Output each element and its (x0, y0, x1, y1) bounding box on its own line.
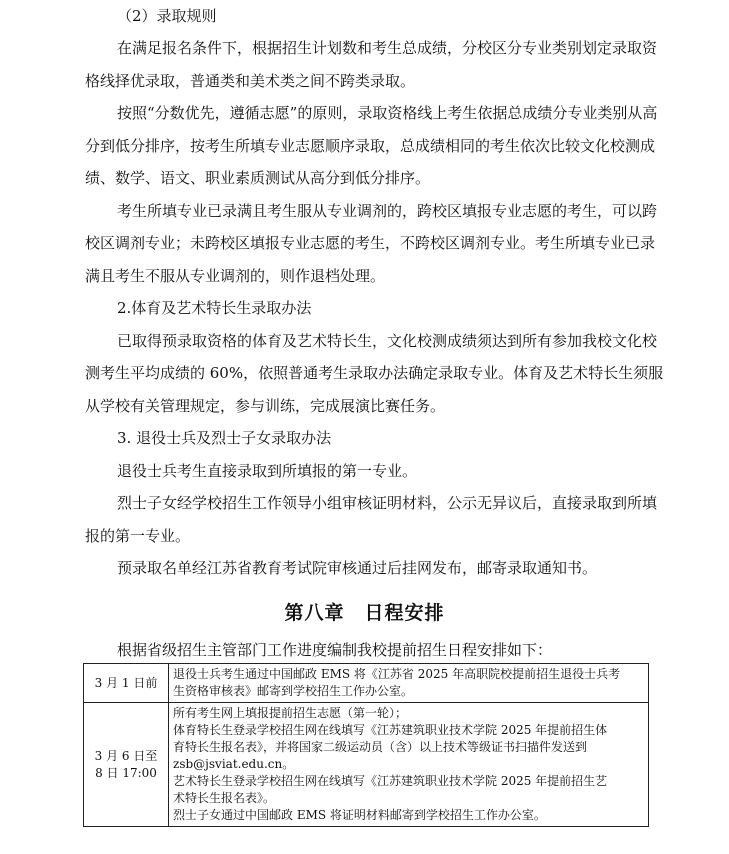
paragraph-line: 测考生平均成绩的 60%，依照普通考生录取办法确定录取专业。体育及艺术特长生须服 (85, 364, 664, 382)
date-line: 8 日 17:00 (95, 765, 157, 780)
detail-line: 生资格审核表》邮寄到学校招生工作办公室。 (173, 684, 414, 698)
table-row (84, 664, 649, 703)
detail-cell (169, 703, 649, 827)
paragraph-line: 格线择优录取，普通类和美术类之间不跨类录取。 (85, 72, 416, 90)
detail-line: zsb@jsviat.edu.cn。 (173, 757, 295, 771)
paragraph-line: 考生所填专业已录满且考生服从专业调剂的，跨校区填报专业志愿的考生，可以跨 (117, 202, 658, 220)
detail-cell (169, 664, 649, 703)
paragraph-line: 按照“分数优先，遵循志愿”的原则，录取资格线上考生依据总成绩分专业类别从高 (117, 104, 658, 122)
paragraph-line: 从学校有关管理规定，参与训练，完成展演比赛任务。 (85, 397, 446, 415)
table-row (84, 703, 649, 827)
detail-line: 术特长生报名表》。 (173, 791, 276, 805)
date-cell (84, 703, 169, 827)
detail-line: 体育特长生登录学校招生网在线填写《江苏建筑职业技术学院 2025 年提前招生体 (173, 723, 608, 737)
detail-line: 所有考生网上填报提前招生志愿（第一轮）； (173, 706, 408, 720)
date-line: 3 月 6 日至 (94, 748, 158, 763)
chapter-title: 第八章 日程安排 (284, 602, 445, 624)
detail-line: 退役士兵考生通过中国邮政 EMS 将《江苏省 2025 年高职院校提前招生退役士兵考 (173, 667, 621, 681)
paragraph-line: 在满足报名条件下，根据招生计划数和考生总成绩，分校区分专业类别划定录取资 (117, 39, 658, 57)
detail-line: 育特长生报名表》，并将国家二级运动员（含）以上技术等级证书扫描件发送到 (173, 740, 588, 754)
date-cell: 3 月 1 日前 (84, 664, 169, 703)
paragraph-line: 报的第一专业。 (85, 527, 191, 545)
paragraph-line: 满且考生不服从专业调剂的，则作退档处理。 (85, 267, 386, 285)
paragraph-line: 已取得预录取资格的体育及艺术特长生，文化校测成绩须达到所有参加我校文化校 (117, 332, 658, 350)
section-heading: （2）录取规则 (117, 7, 217, 25)
paragraph-line: 预录取名单经江苏省教育考试院审核通过后挂网发布，邮寄录取通知书。 (117, 559, 598, 577)
paragraph-line: 绩、数学、语文、职业素质测试从高分到低分排序。 (85, 169, 431, 187)
detail-line: 艺术特长生登录学校招生网在线填写《江苏建筑职业技术学院 2025 年提前招生艺 (173, 774, 608, 788)
paragraph-line: 校区调剂专业；未跨校区填报专业志愿的考生，不跨校区调剂专业。考生所填专业已录 (85, 234, 656, 252)
section-heading: 2.体育及艺术特长生录取办法 (117, 299, 312, 317)
schedule-table (83, 663, 649, 827)
detail-line: 烈士子女通过中国邮政 EMS 将证明材料邮寄到学校招生工作办公室。 (173, 808, 546, 822)
paragraph-line: 分到低分排序，按考生所填专业志愿顺序录取，总成绩相同的考生依次比较文化校测成 (85, 137, 656, 155)
paragraph-line: 退役士兵考生直接录取到所填报的第一专业。 (117, 462, 418, 480)
intro-line: 根据省级招生主管部门工作进度编制我校提前招生日程安排如下： (117, 641, 553, 659)
paragraph-line: 烈士子女经学校招生工作领导小组审核证明材料，公示无异议后，直接录取到所填 (117, 494, 658, 512)
section-heading: 3. 退役士兵及烈士子女录取办法 (117, 429, 332, 447)
